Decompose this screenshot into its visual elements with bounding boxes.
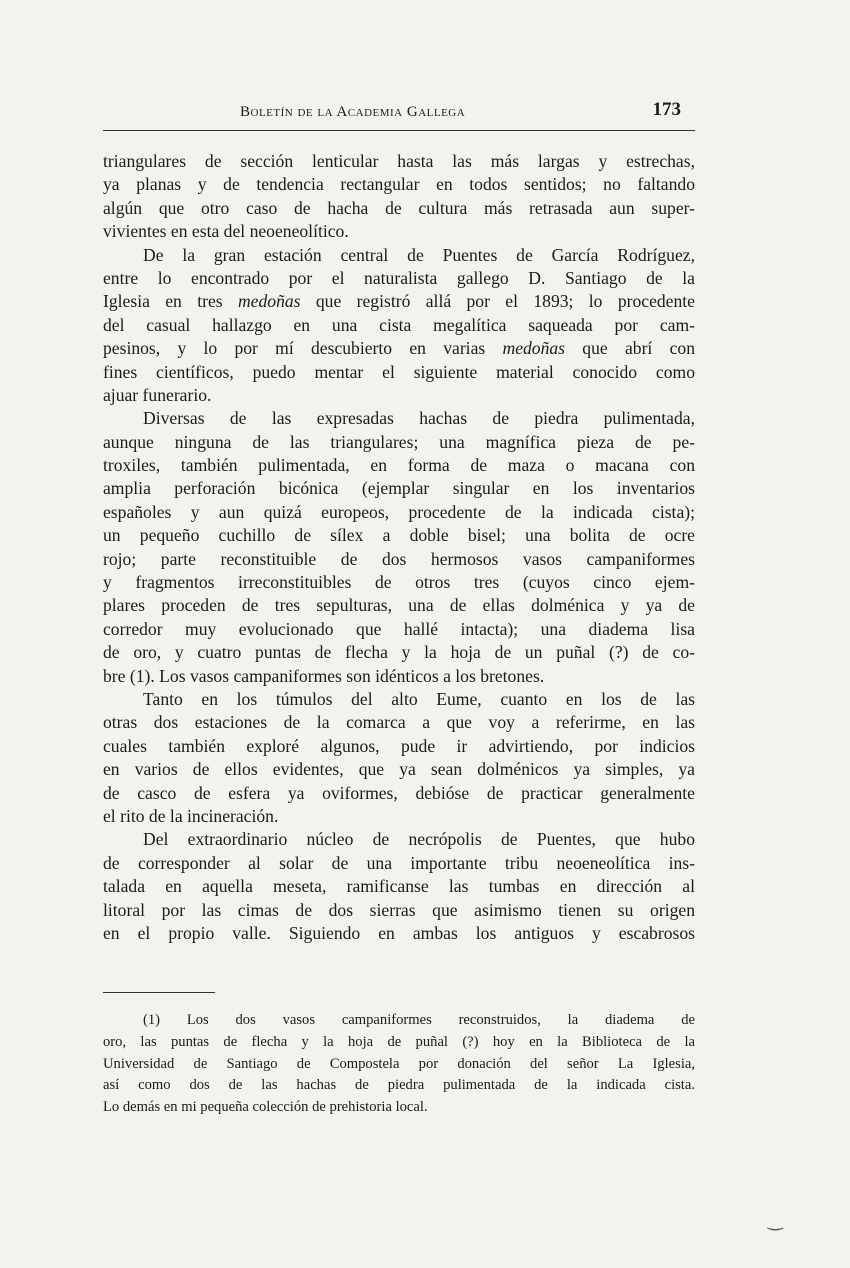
text-line: Iglesia en tres medoñas que registró allá por el 1893; lo procedente <box>103 291 695 312</box>
text-line: vivientes en esta del neoeneolítico. <box>103 221 349 242</box>
footnote-line: oro, las puntas de flecha y la hoja de puñal (?) hoy en la Biblioteca de la <box>103 1033 695 1050</box>
page-header <box>103 100 695 131</box>
text-line: rojo; parte reconstituible de dos hermosos vasos campaniformes <box>103 548 695 569</box>
text-line: Tanto en los túmulos del alto Eume, cuanto en los de las <box>143 688 695 709</box>
text-line: Diversas de las expresadas hachas de piedra pulimentada, <box>143 408 695 429</box>
footnote-line: Lo demás en mi pequeña colección de prehistoria local. <box>103 1099 428 1116</box>
text-line: y fragmentos irreconstituibles de otros tres (cuyos cinco ejem- <box>103 572 695 593</box>
text-line: plares proceden de tres sepulturas, una de ellas dolménica y ya de <box>103 595 695 616</box>
text-line: pesinos, y lo por mí descubierto en varias medoñas que abrí con <box>103 338 695 359</box>
footnote-line: así como dos de las hachas de piedra pulimentada de la indicada cista. <box>103 1077 695 1094</box>
text-line: algún que otro caso de hacha de cultura más retrasada aun super- <box>103 197 695 218</box>
text-line: del casual hallazgo en una cista megalítica saqueada por cam- <box>103 314 695 335</box>
text-line: fines científicos, puedo mentar el siguiente material conocido como <box>103 361 695 382</box>
running-title: Boletín de la Academia Gallega <box>240 104 466 120</box>
text-line: de corresponder al solar de una importante tribu neoeneolítica ins- <box>103 852 695 873</box>
text-line: ajuar funerario. <box>103 384 212 405</box>
page-number: 173 <box>652 99 681 120</box>
text-line: ya planas y de tendencia rectangular en todos sentidos; no faltando <box>103 174 695 195</box>
text-line: un pequeño cuchillo de sílex a doble bisel; una bolita de ocre <box>103 525 695 546</box>
ink-smudge: ‿ <box>768 1210 783 1230</box>
footnote-line: (1) Los dos vasos campaniformes reconstruidos, la diadema de <box>143 1012 695 1028</box>
text-line: entre lo encontrado por el naturalista gallego D. Santiago de la <box>103 267 695 288</box>
text-line: De la gran estación central de Puentes de García Rodríguez, <box>143 244 695 265</box>
footnote-divider <box>103 992 215 993</box>
text-line: talada en aquella meseta, ramificanse las tumbas en dirección al <box>103 876 695 897</box>
text-line: litoral por las cimas de dos sierras que asimismo tienen su origen <box>103 899 695 920</box>
footnote-line: Universidad de Santiago de Compostela por donación del señor La Iglesia, <box>103 1055 695 1072</box>
text-line: otras dos estaciones de la comarca a que voy a referirme, en las <box>103 712 695 733</box>
text-line: aunque ninguna de las triangulares; una magnífica pieza de pe- <box>103 431 695 452</box>
text-line: de oro, y cuatro puntas de flecha y la hoja de un puñal (?) de co- <box>103 642 695 663</box>
text-line: en varios de ellos evidentes, que ya sean dolménicos ya simples, ya <box>103 759 695 780</box>
text-line: cuales también exploré algunos, pude ir advirtiendo, por indicios <box>103 735 695 756</box>
text-line: de casco de esfera ya oviformes, debióse de practicar generalmente <box>103 782 695 803</box>
text-line: Del extraordinario núcleo de necrópolis de Puentes, que hubo <box>143 829 695 850</box>
text-line: bre (1). Los vasos campaniformes son idénticos a los bretones. <box>103 665 545 686</box>
text-line: el rito de la incineración. <box>103 805 279 826</box>
text-line: en el propio valle. Siguiendo en ambas los antiguos y escabrosos <box>103 922 695 943</box>
text-line: corredor muy evolucionado que hallé intacta); una diadema lisa <box>103 618 695 639</box>
text-line: triangulares de sección lenticular hasta las más largas y estrechas, <box>103 151 695 171</box>
text-line: troxiles, también pulimentada, en forma de maza o macana con <box>103 455 695 476</box>
body-text <box>103 150 695 945</box>
footnotes <box>103 1010 695 1119</box>
text-line: españoles y aun quizá europeos, procedente de la indicada cista); <box>103 501 695 522</box>
text-line: amplia perforación bicónica (ejemplar singular en los inventarios <box>103 478 695 499</box>
